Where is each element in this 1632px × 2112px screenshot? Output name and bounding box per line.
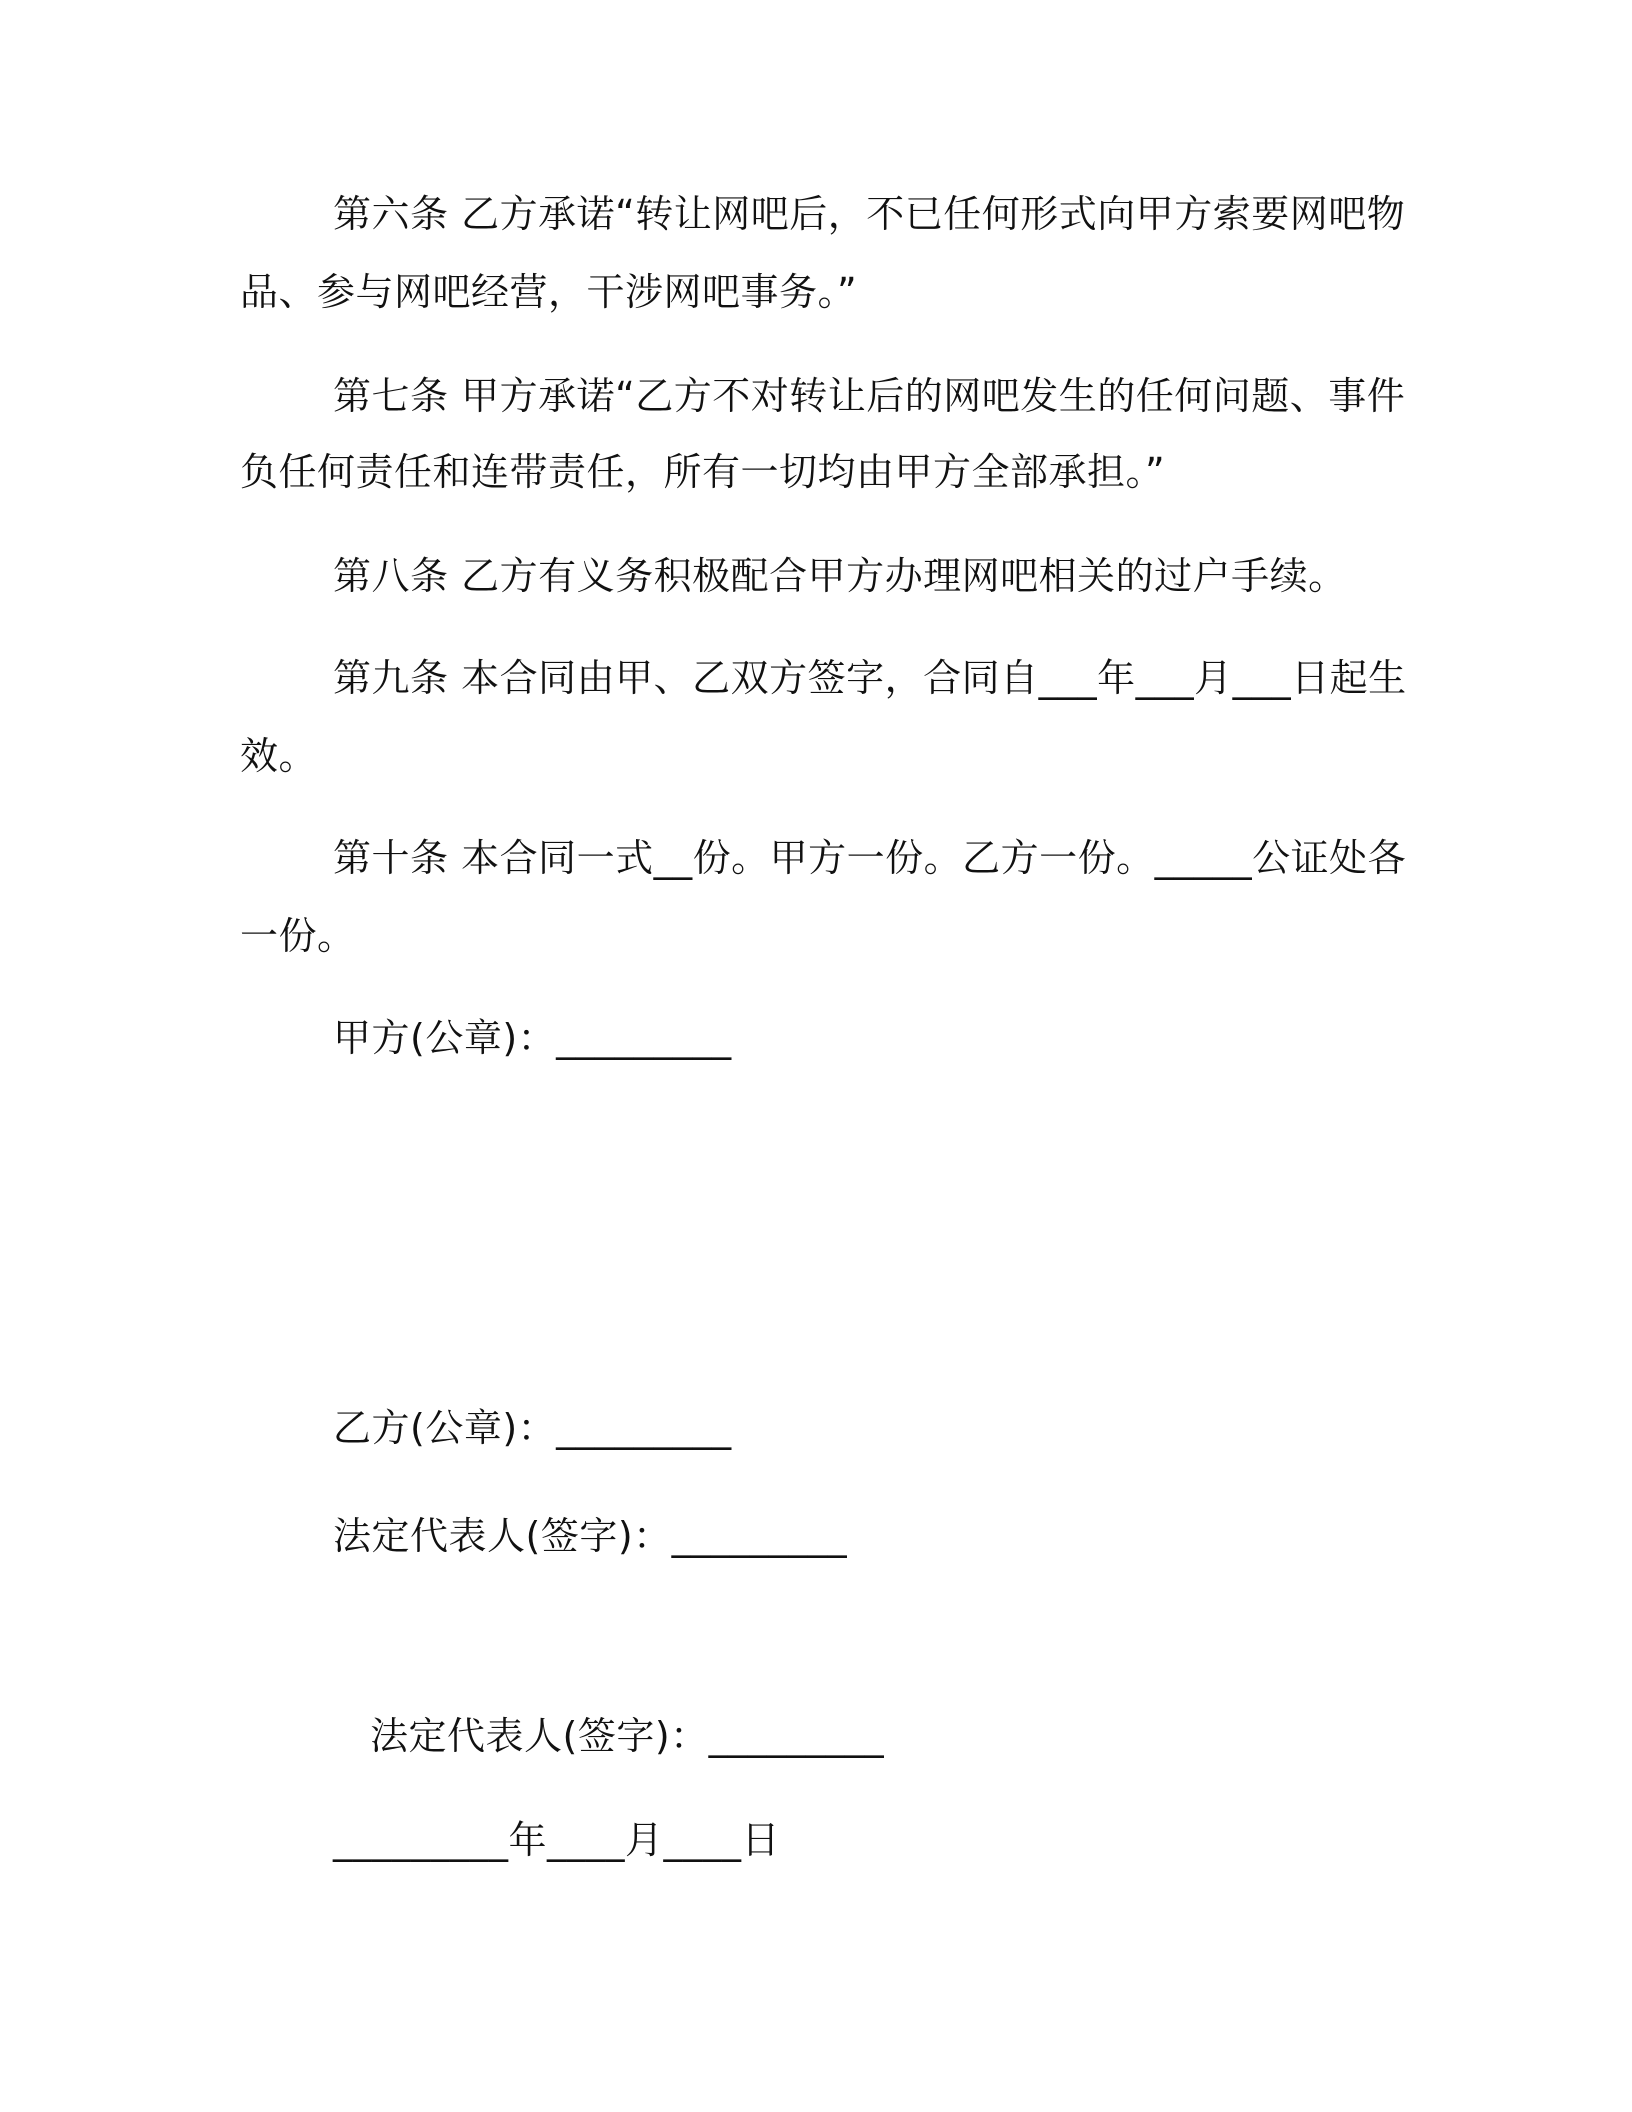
article-7-line-2: 负任何责任和连带责任，所有一切均由甲方全部承担。” bbox=[240, 450, 1166, 494]
legal-representative-signature-line-2: 法定代表人(签字)：_________ bbox=[370, 1714, 885, 1758]
signing-date-line: _________年____月____日 bbox=[333, 1818, 781, 1862]
article-10-line-2: 一份。 bbox=[240, 914, 356, 958]
legal-representative-signature-line-1: 法定代表人(签字)：_________ bbox=[333, 1514, 848, 1558]
article-6-line-2: 品、参与网吧经营，干涉网吧事务。” bbox=[240, 270, 858, 314]
article-7-line-1: 第七条 甲方承诺“乙方不对转让后的网吧发生的任何问题、事件 bbox=[333, 374, 1406, 418]
article-9-line-2: 效。 bbox=[240, 734, 318, 778]
article-6-line-1: 第六条 乙方承诺“转让网吧后，不已任何形式向甲方索要网吧物 bbox=[333, 192, 1406, 236]
article-9-line-1: 第九条 本合同由甲、乙双方签字，合同自___年___月___日起生 bbox=[333, 656, 1407, 700]
article-8-line-1: 第八条 乙方有义务积极配合甲方办理网吧相关的过户手续。 bbox=[333, 554, 1347, 598]
party-a-seal-line: 甲方(公章)：_________ bbox=[333, 1016, 732, 1060]
party-b-seal-line: 乙方(公章)：_________ bbox=[333, 1406, 732, 1450]
article-10-line-1: 第十条 本合同一式__份。甲方一份。乙方一份。_____公证处各 bbox=[333, 836, 1407, 880]
